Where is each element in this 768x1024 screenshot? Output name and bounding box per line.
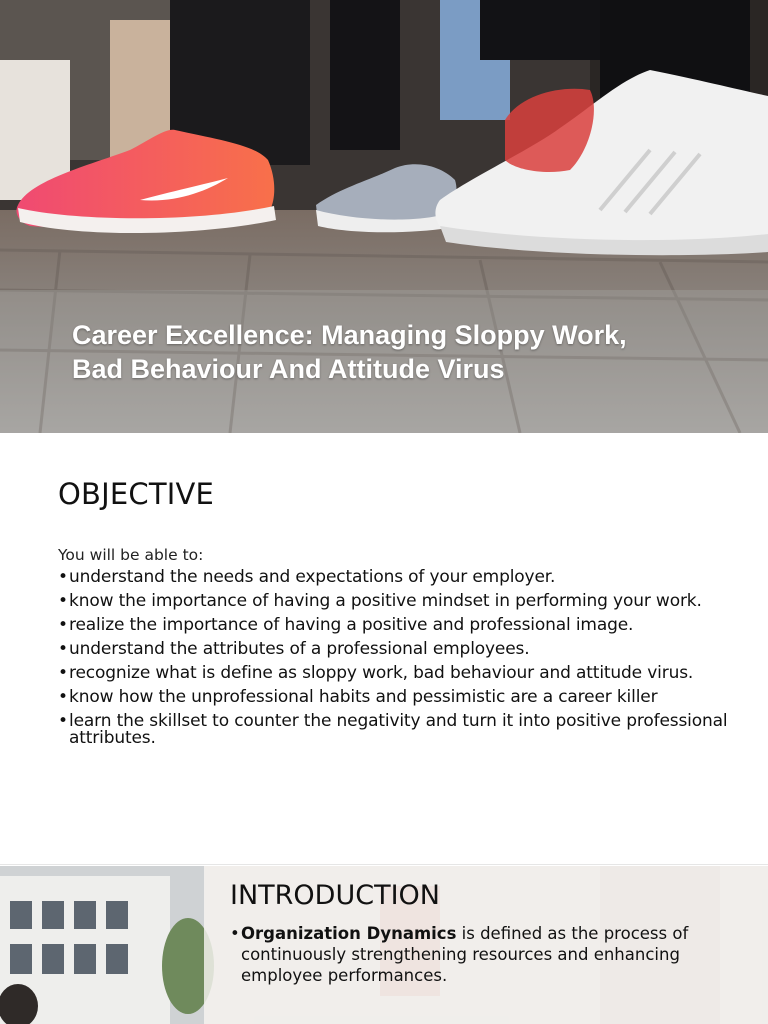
objective-item: • understand the needs and expectations of your employer. (58, 567, 556, 587)
objective-item: • realize the importance of having a positive and professional image. (58, 615, 634, 635)
title-slide (0, 0, 768, 433)
objective-item: • know the importance of having a positive mindset in performing your work. (58, 591, 702, 611)
objective-item: • understand the attributes of a professional employees. (58, 639, 530, 659)
introduction-slide (0, 866, 768, 1024)
title-line-1: Career Excellence: Managing Sloppy Work, (72, 320, 627, 350)
presentation-title (72, 318, 712, 386)
objective-slide (0, 433, 768, 865)
objective-item: • learn the skillset to counter the negativity and turn it into positive professional attributes. (58, 711, 728, 748)
term-organization-dynamics: Organization Dynamics (241, 924, 457, 943)
objective-heading: OBJECTIVE (58, 477, 215, 511)
title-line-2: Bad Behaviour And Attitude Virus (72, 354, 505, 384)
objective-intro: You will be able to: (58, 546, 204, 564)
introduction-heading: INTRODUCTION (230, 880, 440, 911)
term-definition: is defined as the process of continuously strengthening resources and enhancing employee performances. (241, 924, 689, 985)
objective-item: • recognize what is define as sloppy work, bad behaviour and attitude virus. (58, 663, 694, 683)
objective-list (58, 569, 748, 754)
objective-item: • know how the unprofessional habits and pessimistic are a career killer (58, 687, 658, 707)
introduction-bullet: • Organization Dynamics is defined as the process of continuously strengthening resources and enhancing employee performances. (230, 924, 689, 985)
